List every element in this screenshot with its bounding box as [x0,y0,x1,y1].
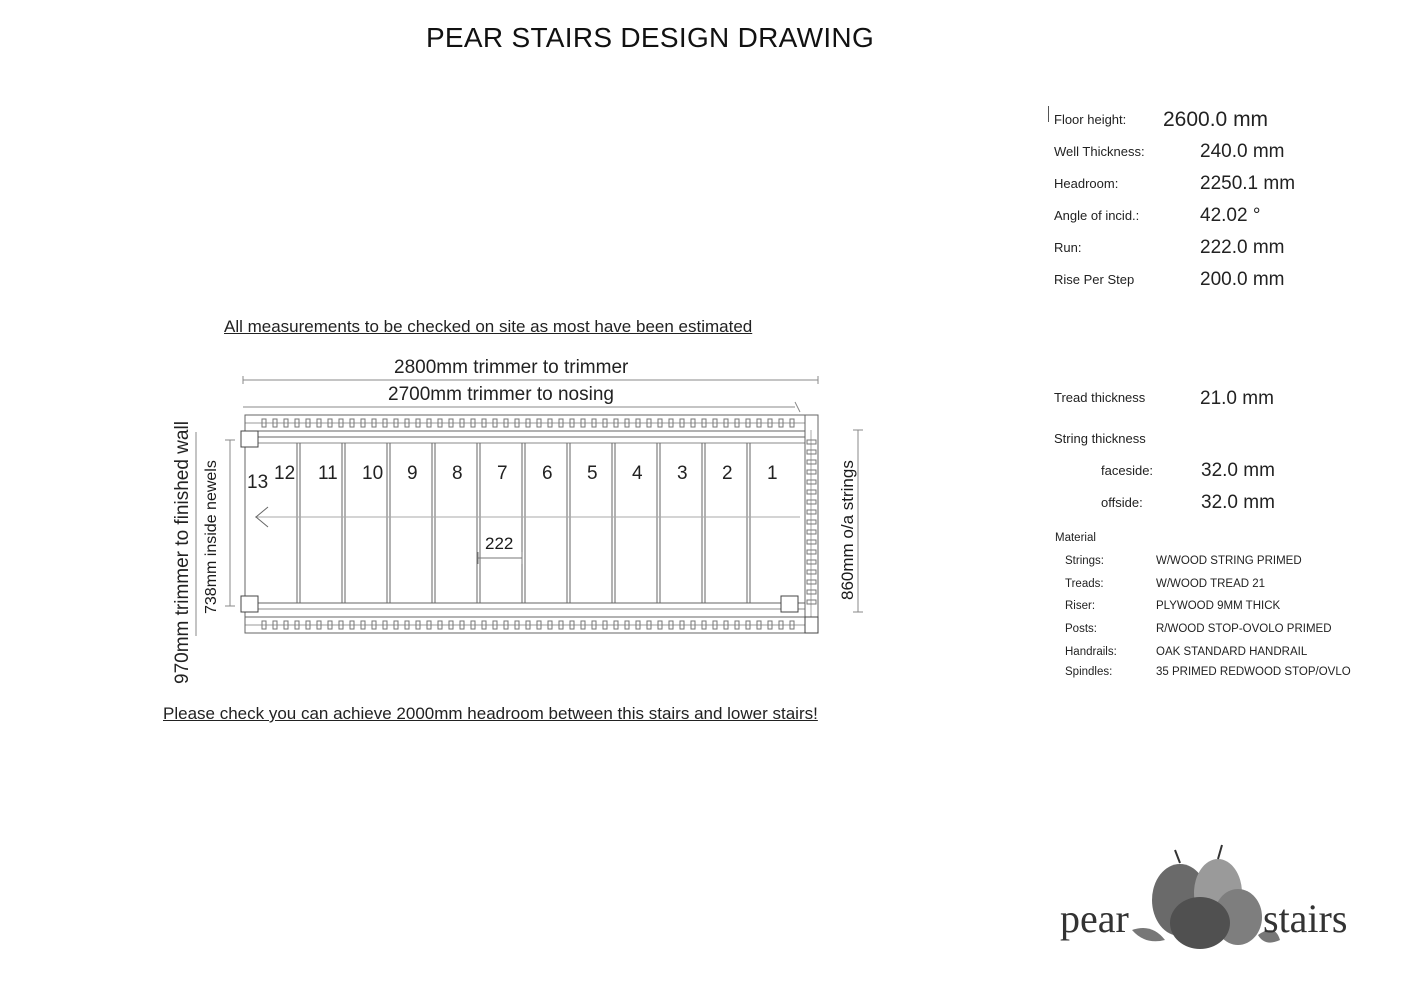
well-thickness-label: Well Thickness: [1054,144,1145,159]
angle-value: 42.02 ° [1200,205,1261,226]
step-number: 9 [407,463,418,484]
step-number: 8 [452,463,463,484]
step-number: 7 [497,463,508,484]
tread-thickness-value: 21.0 mm [1200,388,1274,409]
string-thickness-label: String thickness [1054,431,1146,446]
headroom-label: Headroom: [1054,176,1119,191]
step-number: 10 [362,463,384,484]
rise-value: 200.0 mm [1200,269,1285,290]
material-posts-value: R/WOOD STOP-OVOLO PRIMED [1156,623,1332,635]
pear-icon [1170,897,1230,949]
floor-height-value: 2600.0 mm [1163,108,1269,131]
run-dimension: 222 [485,534,514,553]
material-strings-value: W/WOOD STRING PRIMED [1156,555,1302,567]
oa-strings-dimension: 860mm o/a strings [838,460,857,600]
material-treads-label: Treads: [1065,578,1104,590]
material-spindles-value: 35 PRIMED REDWOOD STOP/OVLO [1156,666,1351,678]
material-strings-label: Strings: [1065,555,1104,567]
material-handrails-value: OAK STANDARD HANDRAIL [1156,646,1308,658]
logo-word-left: pear [1060,896,1129,941]
angle-label: Angle of incid.: [1054,208,1140,223]
faceside-label: faceside: [1101,463,1154,478]
newel-post [805,617,818,633]
pear-stairs-logo [1132,845,1280,949]
offside-label: offside: [1101,495,1143,510]
measurements-note: All measurements to be checked on site as most have been estimated [224,317,753,336]
trimmer-to-wall-dimension: 970mm trimmer to finished wall [172,421,193,684]
rise-label: Rise Per Step [1054,272,1135,287]
page-title: PEAR STAIRS DESIGN DRAWING [425,22,875,53]
floor-height-label: Floor height: [1054,112,1127,127]
step-number: 2 [722,463,733,484]
trimmer-to-trimmer-dimension: 2800mm trimmer to trimmer [394,357,629,378]
material-heading: Material [1055,532,1096,544]
offside-value: 32.0 mm [1201,492,1275,513]
well-thickness-value: 240.0 mm [1200,141,1285,162]
step-number: 13 [247,472,269,493]
material-treads-value: W/WOOD TREAD 21 [1156,578,1266,590]
step-number: 3 [677,463,688,484]
material-riser-value: PLYWOOD 9MM THICK [1156,600,1281,612]
material-spindles-label: Spindles: [1065,666,1113,678]
headroom-note: Please check you can achieve 2000mm headroom between this stairs and lower stairs! [163,704,818,723]
run-label: Run: [1054,240,1082,255]
step-number: 4 [632,463,643,484]
newel-post [781,596,798,612]
material-handrails-label: Handrails: [1065,646,1117,658]
trimmer-to-nosing-dimension: 2700mm trimmer to nosing [388,384,614,405]
step-number: 5 [587,463,598,484]
headroom-value: 2250.1 mm [1200,173,1296,194]
step-number: 12 [274,463,296,484]
step-number: 1 [767,463,778,484]
logo-word-right: stairs [1263,896,1348,941]
step-number: 11 [318,463,338,484]
inside-newels-dimension: 738mm inside newels [203,460,220,614]
faceside-value: 32.0 mm [1201,460,1275,481]
material-riser-label: Riser: [1065,600,1096,612]
newel-post [241,596,258,612]
step-number: 6 [542,463,553,484]
newel-post [241,431,258,447]
tread-thickness-label: Tread thickness [1054,390,1146,405]
material-posts-label: Posts: [1065,623,1097,635]
run-value: 222.0 mm [1200,237,1285,258]
